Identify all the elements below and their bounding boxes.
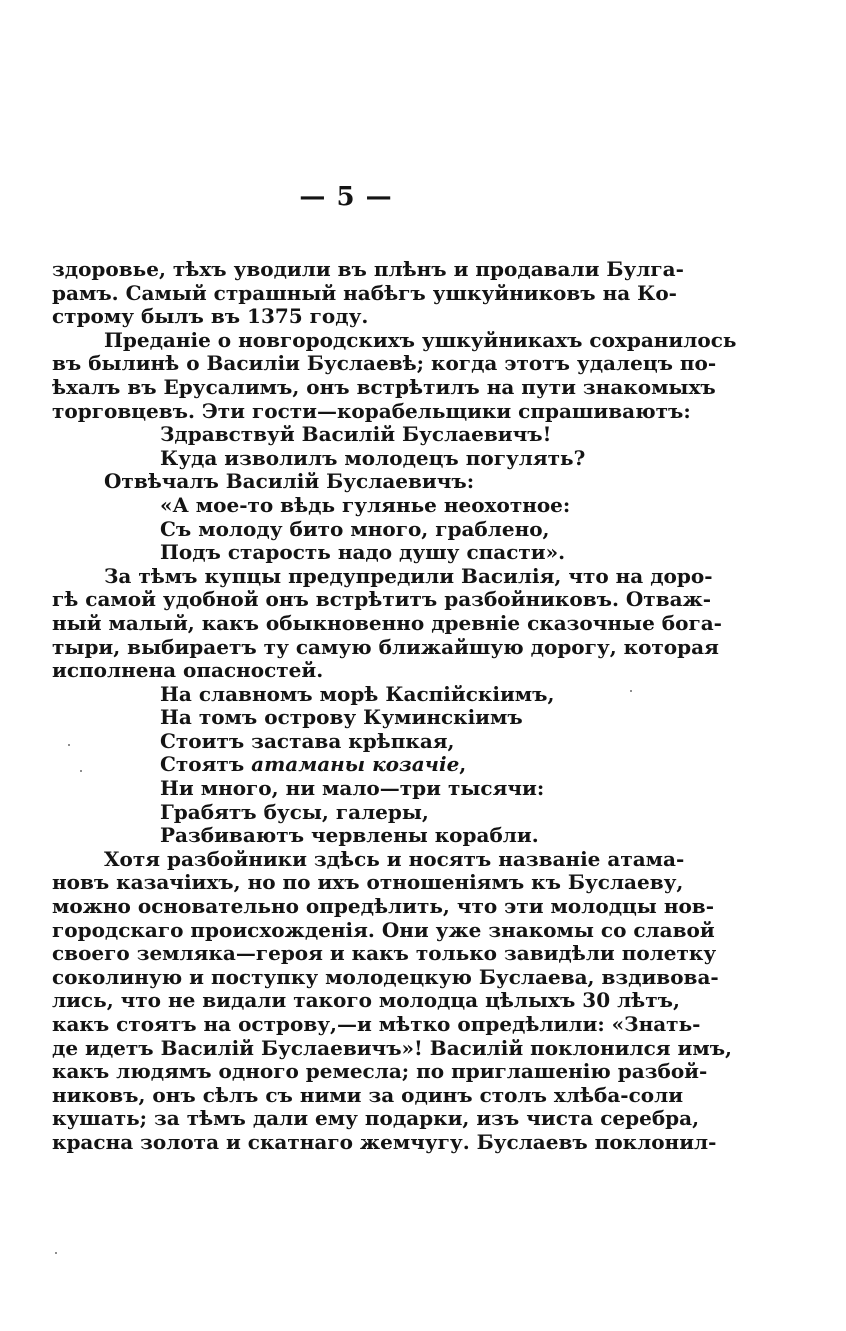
line-text: Здравствуй Василій Буслаевичъ! [160, 422, 552, 447]
text-line [52, 634, 719, 660]
line-text: рамъ. Самый страшный набѣгъ ушкуйниковъ на Ко- [52, 280, 677, 305]
text-line [52, 1129, 717, 1155]
line-text: На славномъ морѣ Каспійскіимъ, [160, 681, 555, 706]
verse-line [52, 683, 642, 707]
scan-speck [55, 1252, 57, 1254]
line-text: строму былъ въ 1375 году. [52, 304, 369, 329]
line-text: своего земляка—героя и какъ только завидѣли полетку [52, 941, 717, 966]
text-line [52, 398, 691, 424]
verse-line [52, 777, 642, 801]
line-text: Стоятъ [160, 752, 252, 777]
line-text: здоровье, тѣхъ уводили въ плѣнъ и продавали Булга- [52, 257, 684, 281]
line-text: «А мое-то вѣдь гулянье неохотное: [160, 492, 571, 517]
text-line [52, 870, 684, 895]
italic-phrase: атаманы козачіе [251, 752, 460, 777]
text-line [52, 988, 680, 1013]
text-line [52, 374, 716, 400]
line-text: какъ людямъ одного ремесла; по приглашенію разбой- [52, 1059, 708, 1084]
verse-line [52, 801, 642, 825]
line-text: Хотя разбойники здѣсь и носятъ названіе атама- [104, 846, 685, 871]
verse-line [52, 423, 642, 447]
line-punctuation: , [459, 752, 467, 777]
text-line [52, 941, 717, 966]
line-text: За тѣмъ купцы предупредили Василія, что на доро- [104, 563, 713, 588]
line-text: Стоитъ застава крѣпкая, [160, 728, 455, 753]
page-body-text [52, 257, 737, 1155]
line-text: Куда изволилъ молодецъ погулять? [160, 445, 586, 470]
line-text: Преданіе о новгородскихъ ушкуйникахъ сохранилось [104, 327, 737, 352]
line-text: какъ стоятъ на острову,—и мѣтко опредѣлили: «Знать- [52, 1012, 701, 1036]
line-text: ный малый, какъ обыкновенно древніе сказочные бога- [52, 610, 722, 635]
text-line [52, 917, 715, 943]
line-text: кушать; за тѣмъ дали ему подарки, изъ чиста серебра, [52, 1106, 700, 1131]
text-line [52, 1059, 708, 1084]
text-line [52, 257, 684, 282]
line-text: новъ казачіихъ, но по ихъ отношеніямъ къ Буслаеву, [52, 870, 684, 895]
line-text: красна золота и скатнаго жемчугу. Буслаевъ поклонил- [52, 1129, 717, 1154]
line-text: соколиную и поступку молодецкую Буслаева, вздивова- [52, 964, 719, 989]
text-line [52, 1035, 733, 1061]
text-line [52, 964, 719, 990]
text-line [52, 470, 642, 494]
text-line [52, 587, 712, 612]
text-line [52, 610, 722, 636]
line-text: въ былинѣ о Василіи Буслаевѣ; когда этотъ удалецъ по- [52, 351, 717, 376]
line-text: Съ молоду бито много, граблено, [160, 516, 550, 541]
line-text: исполнена опасностей. [52, 658, 324, 683]
text-line [52, 280, 677, 306]
line-text: ѣхалъ въ Ерусалимъ, онъ встрѣтилъ на пути знакомыхъ [52, 374, 716, 399]
verse-line [52, 706, 642, 730]
text-line [52, 1082, 684, 1108]
text-line [52, 327, 737, 353]
line-text: Грабятъ бусы, галеры, [160, 799, 429, 824]
scan-speck [630, 690, 632, 692]
line-text: Отвѣчалъ Василій Буслаевичъ: [104, 469, 475, 494]
line-text: никовъ, онъ сѣлъ съ ними за одинъ столъ хлѣба-соли [52, 1082, 684, 1107]
text-line [52, 305, 642, 329]
text-line [52, 1106, 700, 1131]
line-text: На томъ острову Куминскіимъ [160, 705, 523, 730]
verse-line [52, 824, 642, 848]
text-line [52, 563, 713, 589]
verse-line [52, 518, 642, 542]
verse-line [52, 730, 642, 754]
verse-line [52, 494, 642, 518]
text-line [52, 846, 685, 872]
scan-speck [68, 744, 70, 746]
scan-speck [80, 770, 82, 772]
verse-line [52, 753, 642, 777]
text-line [52, 894, 714, 919]
line-text: Разбиваютъ червлены корабли. [160, 823, 539, 848]
line-text: гѣ самой удобной онъ встрѣтитъ разбойниковъ. Отваж- [52, 587, 712, 612]
text-line [52, 1012, 701, 1037]
verse-line [52, 447, 642, 471]
text-line [52, 659, 642, 683]
line-text: можно основательно опредѣлить, что эти молодцы нов- [52, 894, 714, 919]
line-text: тыри, выбираетъ ту самую ближайшую дорогу, которая [52, 634, 719, 659]
line-text: де идетъ Василій Буслаевичъ»! Василій поклонился имъ, [52, 1035, 733, 1060]
line-text: городскаго происхожденія. Они уже знакомы со славой [52, 917, 715, 942]
line-text: Ни много, ни мало—три тысячи: [160, 776, 545, 801]
verse-line [52, 541, 642, 565]
line-text: Подъ старость надо душу спасти». [160, 540, 566, 565]
line-text: торговцевъ. Эти гости—корабельщики спрашиваютъ: [52, 398, 691, 423]
line-text: лись, что не видали такого молодца цѣлыхъ 30 лѣтъ, [52, 988, 680, 1013]
page-number: — 5 — [299, 182, 393, 212]
text-line [52, 351, 717, 376]
